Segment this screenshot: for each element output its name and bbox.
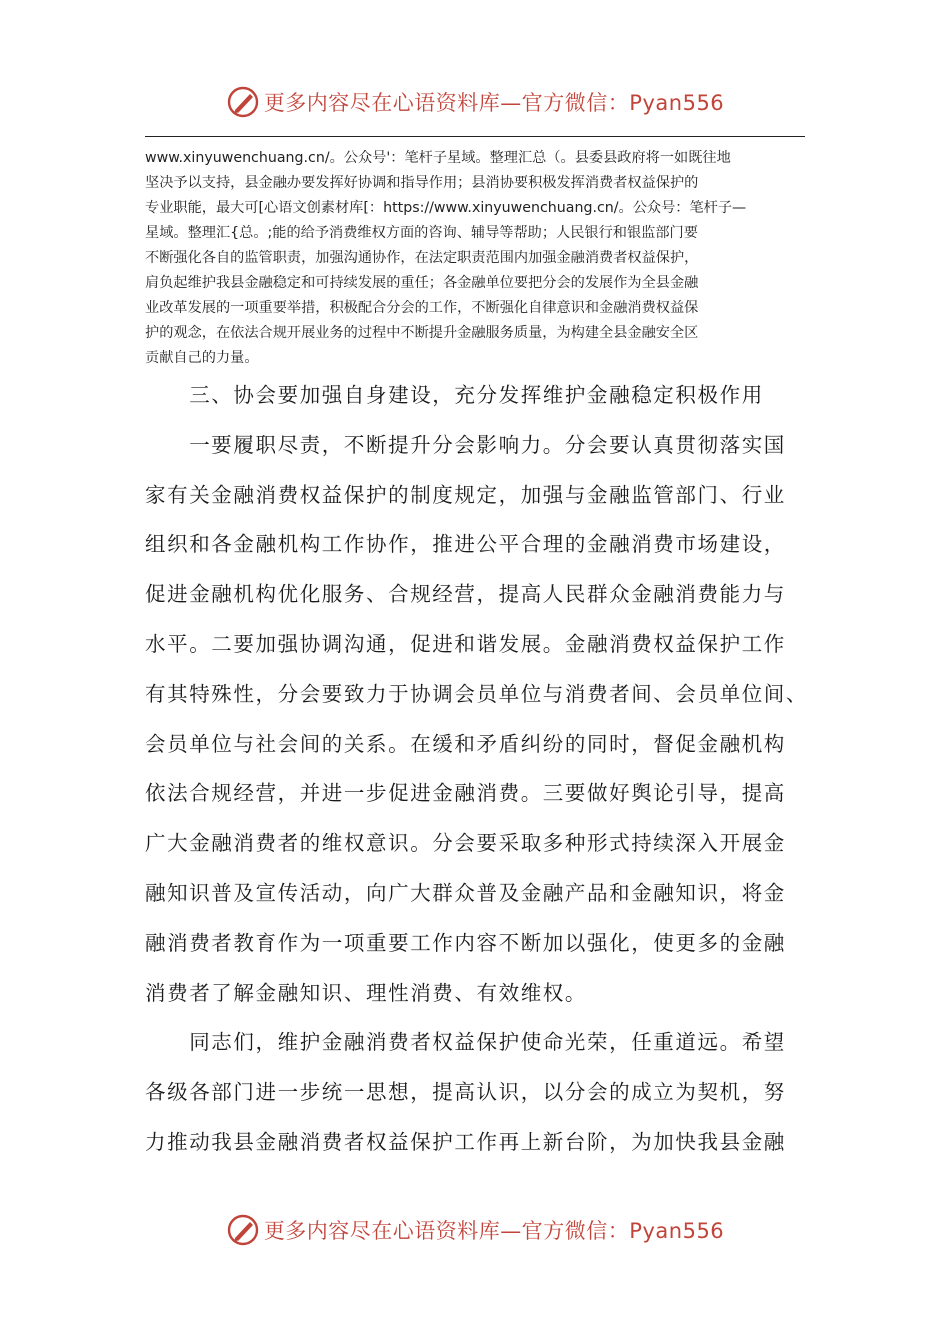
body-line: 消费者了解金融知识、理性消费、有效维权。 [145,980,587,1005]
paragraph-line: 星域。整理汇{总。;能的给予消费维权方面的咨询、辅导等帮助；人民银行和银监部门要 [145,225,698,241]
body-line: 水平。二要加强协调沟通，促进和谐发展。金融消费权益保护工作 [145,631,786,656]
body-line: 组织和各金融机构工作协作，推进公平合理的金融消费市场建设， [145,532,786,557]
pen-logo-icon [226,1213,260,1247]
paragraph-line: 业改革发展的一项重要举措，积极配合分会的工作，不断强化自律意识和金融消费权益保 [145,300,699,316]
header-banner [0,80,950,124]
footer-banner-text: 更多内容尽在心语资料库—官方微信：Pyan556 [263,1219,725,1243]
paragraph-line: 贡献自己的力量。 [145,350,259,366]
pen-logo-icon [226,85,260,119]
continuation-paragraph [145,146,807,371]
footer-banner [0,1208,950,1252]
body-line: 家有关金融消费权益保护的制度规定，加强与金融监管部门、行业 [145,482,786,507]
body-line: 促进金融机构优化服务、合规经营，提高人民群众金融消费能力与 [145,582,786,607]
paragraph-line: 坚决予以支持，县金融办要发挥好协调和指导作用；县消协要积极发挥消费者权益保护的 [145,175,699,191]
body-text [145,371,825,1168]
body-line: 同志们，维护金融消费者权益保护使命光荣，任重道远。希望 [145,1030,786,1055]
header-banner-text: 更多内容尽在心语资料库—官方微信：Pyan556 [263,91,725,115]
body-line: 广大金融消费者的维权意识。分会要采取多种形式持续深入开展金 [145,831,786,856]
paragraph-line: 不断强化各自的监管职责，加强沟通协作，在法定职责范围内加强金融消费者权益保护， [145,250,699,266]
section-heading: 三、协会要加强自身建设，充分发挥维护金融稳定积极作用 [145,383,764,407]
paragraph-line: 护的观念，在依法合规开展业务的过程中不断提升金融服务质量，为构建全县金融安全区 [145,325,699,341]
body-line: 力推动我县金融消费者权益保护工作再上新台阶，为加快我县金融 [145,1129,786,1154]
paragraph-line: www.xinyuwenchuang.cn/。公众号'：笔杆子星域。整理汇总（。县委县政府将一如既往地 [145,150,731,166]
body-line: 各级各部门进一步统一思想，提高认识，以分会的成立为契机，努 [145,1080,786,1105]
header-divider [145,136,805,137]
paragraph-line: 肩负起维护我县金融稳定和可持续发展的重任；各金融单位要把分会的发展作为全县金融 [145,275,699,291]
body-line: 依法合规经营，并进一步促进金融消费。三要做好舆论引导，提高 [145,781,786,806]
body-line: 融知识普及宣传活动，向广大群众普及金融产品和金融知识，将金 [145,880,786,905]
body-line: 一要履职尽责，不断提升分会影响力。分会要认真贯彻落实国 [145,432,786,457]
body-line: 有其特殊性，分会要致力于协调会员单位与消费者间、会员单位间、 [145,681,808,706]
body-line: 融消费者教育作为一项重要工作内容不断加以强化，使更多的金融 [145,930,786,955]
body-line: 会员单位与社会间的关系。在缓和矛盾纠纷的同时，督促金融机构 [145,731,786,756]
paragraph-line: 专业职能，最大可[心语文创素材库[：https://www.xinyuwenchuang.cn/。公众号：笔杆子— [145,200,747,216]
